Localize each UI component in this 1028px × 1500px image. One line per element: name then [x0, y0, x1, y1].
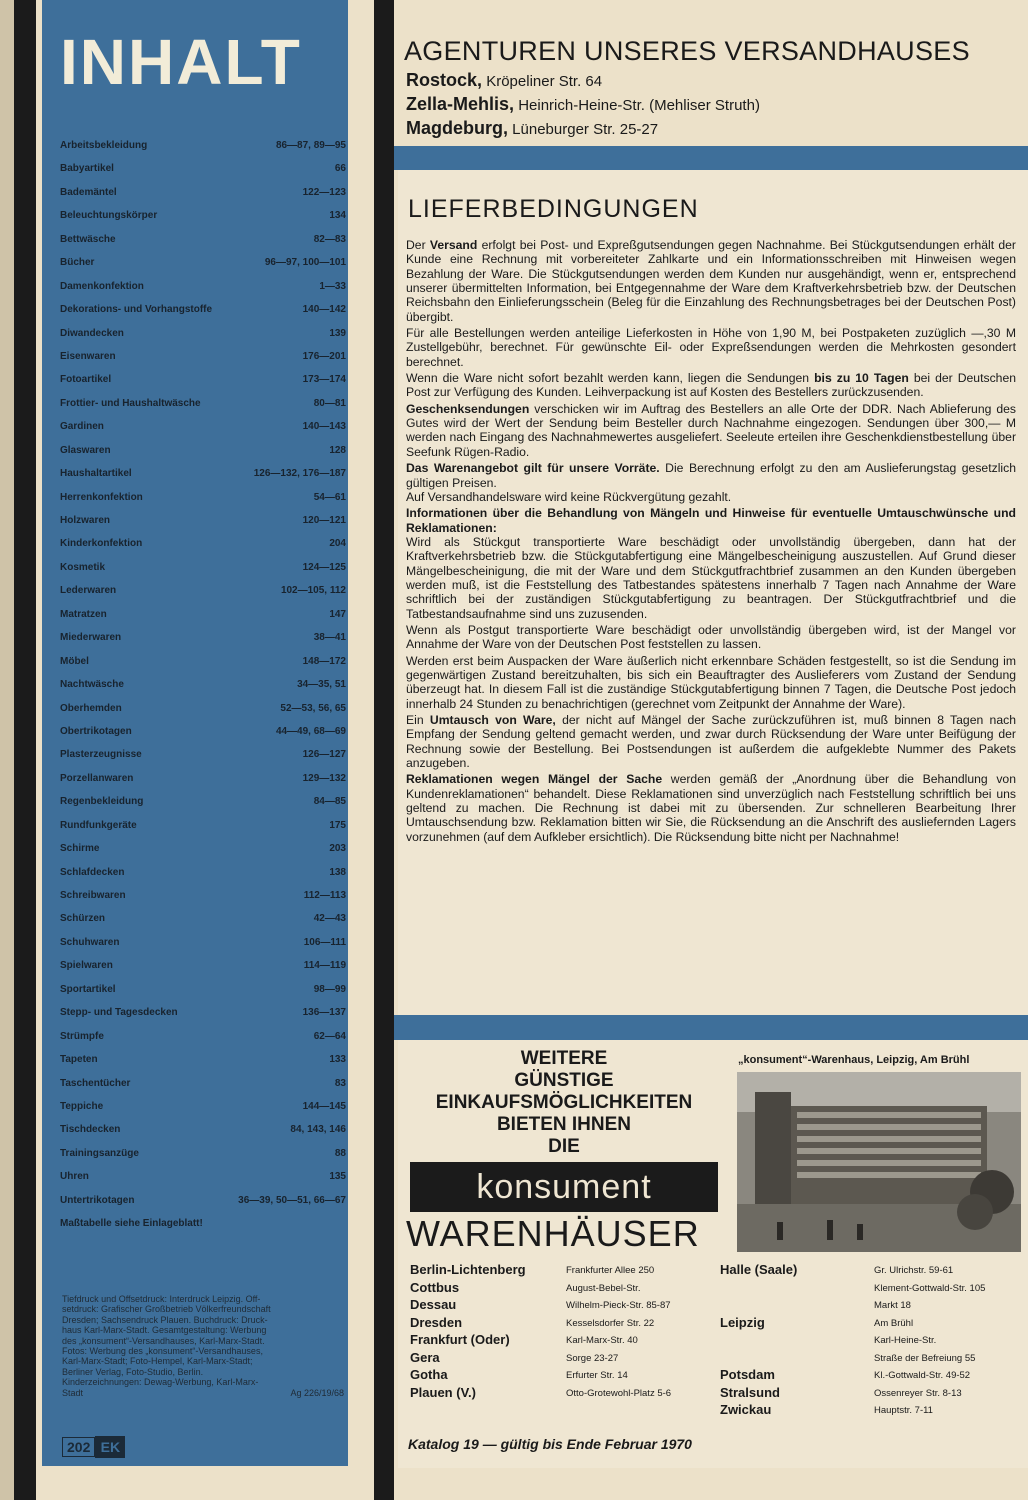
toc-row: [60, 513, 346, 536]
toc-row: [60, 958, 346, 981]
toc-row: [60, 396, 346, 419]
agency-address: Kröpeliner Str. 64: [486, 73, 603, 90]
toc-row: [60, 677, 346, 700]
toc-title: Stepp- und Tagesdecken: [60, 1007, 178, 1019]
imprint-line: haus Karl-Marx-Stadt. Gesamtgestaltung: Werbung: [62, 1325, 267, 1336]
toc-pages: 120—121: [302, 515, 346, 526]
toc-pages: 138: [329, 866, 346, 878]
store-address: Erfurter Str. 14: [566, 1370, 628, 1381]
toc-pages: 86—87, 89—95: [275, 140, 346, 151]
page-number: 202: [62, 1437, 95, 1457]
black-bar-left: [14, 0, 36, 1500]
photo-caption: „konsument“-Warenhaus, Leipzig, Am Brühl: [738, 1054, 970, 1066]
blue-stripe-middle: [394, 1015, 1028, 1040]
imprint-last-line: [62, 1388, 344, 1398]
toc-title: Sportartikel: [60, 983, 116, 995]
store-address: Am Brühl: [874, 1317, 914, 1329]
store-address: Straße der Befreiung 55: [874, 1352, 976, 1364]
toc-row: [60, 607, 346, 630]
konsument-logo: konsument: [410, 1162, 718, 1212]
toc-row: [60, 326, 346, 349]
store-city: Frankfurt (Oder): [410, 1332, 510, 1347]
advert-headline-line: EINKAUFSMÖGLICHKEITEN: [435, 1092, 693, 1113]
store-city: Halle (Saale): [720, 1262, 798, 1277]
toc-title: Glaswaren: [60, 444, 111, 456]
toc-title: Kinderkonfektion: [60, 538, 143, 550]
advert-headline-line: BIETEN IHNEN: [496, 1114, 632, 1135]
toc-row: [60, 490, 346, 513]
store-city: Dresden: [410, 1314, 463, 1330]
toc-pages: 129—132: [302, 772, 346, 784]
toc-title: Trainingsanzüge: [60, 1147, 139, 1159]
toc-title: Schirme: [60, 843, 100, 855]
agency-line: [406, 70, 602, 91]
store-city: Gera: [410, 1349, 440, 1365]
imprint-line: des „konsument“-Versandhauses, Karl-Marx-Stadt.: [62, 1335, 265, 1346]
contents-list: [60, 138, 346, 1216]
imprint-last-left: Stadt: [62, 1387, 84, 1398]
paragraph-schaeden: Werden erst beim Auspacken der Ware äußerlich nicht erkennbare Schäden festgestellt, so ist die Sendung im gegenwärtigen Zustand bereitzuhalten, bis sich ein Beauftragter des Auslieferers vom Zustand der Sendung überzeugt hat. In diesem Fall ist die zuständige Stückgutabfertigung binnen 7 Tagen, die Deutsche Post jedoch innerhalb 24 Stunden zu benachrichtigen (gerechnet vom Zeitpunkt der Annahme der Ware).: [406, 653, 1016, 711]
toc-row: [60, 1099, 346, 1122]
toc-row: [60, 888, 346, 911]
toc-pages: 88: [334, 1147, 346, 1159]
toc-title: Taschentücher: [60, 1077, 131, 1089]
paragraph-geschenk: Geschenksendungen verschicken wir im Auftrag des Bestellers an alle Orte der DDR. Nach Ablieferung des Gutes wird der Wert der Sendung beim Besteller durch Nachnahme eingezogen. Sendungen über 300,— M werden nach Eingang des Nachnahmewertes ausgeliefert. Seeleute erteilen ihre Geschenkdienstbestellung über Seefunk Rügen-Radio.: [406, 401, 1016, 459]
toc-row: [60, 654, 346, 677]
agency-line: [406, 118, 658, 139]
store-city: Zwickau: [720, 1402, 772, 1417]
toc-row: [60, 1076, 346, 1099]
delivery-conditions-text: [406, 238, 1016, 846]
toc-pages: 144—145: [302, 1100, 346, 1112]
page-edge: [0, 0, 14, 1500]
toc-row: [60, 232, 346, 255]
size-table-note: Maßtabelle siehe Einlageblatt!: [60, 1218, 203, 1229]
toc-title: Damenkonfektion: [60, 280, 144, 292]
toc-row: [60, 724, 346, 747]
store-address: Otto-Grotewohl-Platz 5-6: [566, 1387, 672, 1399]
store-address: Sorge 23-27: [566, 1352, 619, 1364]
imprint-line: Kinderzeichnungen: Dewag-Werbung, Karl-Marx-: [62, 1377, 259, 1388]
toc-row: [60, 302, 346, 325]
contents-title: INHALT: [60, 26, 302, 98]
toc-row: [60, 701, 346, 724]
toc-row: [60, 630, 346, 653]
toc-row: [60, 911, 346, 934]
toc-pages: 176—201: [302, 350, 346, 362]
toc-title: Plasterzeugnisse: [60, 749, 142, 761]
toc-row: [60, 818, 346, 841]
imprint-line: Tiefdruck und Offsetdruck: Interdruck Leipzig. Off-: [62, 1294, 261, 1304]
toc-title: Herrenkonfektion: [60, 491, 143, 503]
toc-title: Strümpfe: [60, 1030, 104, 1042]
toc-pages: 148—172: [302, 655, 346, 667]
imprint: [62, 1294, 344, 1398]
delivery-conditions-title: LIEFERBEDINGUNGEN: [408, 195, 699, 223]
paragraph-maengel: Informationen über die Behandlung von Mängeln und Hinweise für eventuelle Umtauschwünsche und Reklamationen: Wird als Stückgut transportierte Ware beschädigt oder unvollständig übergeben, dann hat der Kraftverkehrsbetrieb bzw. die Stückgutabfertigung eine Mängelbescheinigung auszustellen. Auf Grund dieser Mängelbescheinigung, die mit der Ware und dem Stückgutfrachtbrief zusammen an den Kunden übergeben werden muß, ist die Feststellung des Tatbestandes spätestens innerhalb 7 Tagen nach Annahme der Ware schriftlich bei der zuständigen Stückgutabfertigung zu beantragen. Der Stückgutfrachtbrief und die Tatbestandsaufnahme sind uns zuzusenden.: [406, 506, 1016, 621]
agency-city: Rostock,: [406, 70, 483, 90]
paragraph-warenangebot: Das Warenangebot gilt für unsere Vorräte. Die Berechnung erfolgt zu den am Auslieferungstag gesetzlich gültigen Preisen. Auf Versandhandelsware wird keine Rückvergütung gezahlt.: [406, 461, 1016, 504]
store-city: Plauen (V.): [410, 1384, 476, 1400]
store-city: Cottbus: [410, 1279, 460, 1295]
toc-pages: 114—119: [303, 960, 346, 972]
toc-row: [60, 583, 346, 606]
agency-city: Magdeburg,: [406, 118, 508, 138]
warenhaeuser-title: WARENHÄUSER: [406, 1213, 700, 1254]
toc-title: Babyartikel: [60, 163, 114, 175]
toc-pages: 42—43: [313, 913, 346, 925]
store-address: Karl-Marx-Str. 40: [566, 1335, 638, 1346]
toc-pages: 38—41: [313, 632, 346, 644]
toc-title: Dekorations- und Vorhangstoffe: [60, 304, 213, 316]
toc-row: [60, 865, 346, 888]
store-address: Frankfurter Allee 250: [566, 1265, 655, 1276]
toc-title: Uhren: [60, 1171, 89, 1183]
toc-pages: 140—143: [302, 421, 346, 433]
imprint-code: Ag 226/19/68: [290, 1387, 344, 1398]
toc-row: [60, 841, 346, 864]
toc-row: [60, 1005, 346, 1028]
paragraph-frist: Wenn die Ware nicht sofort bezahlt werden kann, liegen die Sendungen bis zu 10 Tagen bei der Deutschen Post zur Verfügung des Kunden. Leihverpackung ist auf Kosten des Bestellers zurückzusenden.: [406, 371, 1016, 400]
toc-title: Bademäntel: [60, 186, 117, 198]
store-address: Wilhelm-Pieck-Str. 85-87: [566, 1300, 671, 1311]
toc-pages: 122—123: [302, 186, 346, 198]
store-city: Stralsund: [720, 1384, 780, 1400]
toc-title: Möbel: [60, 655, 89, 667]
advert-headline-line: GÜNSTIGE: [514, 1070, 614, 1091]
toc-pages: 135: [329, 1171, 346, 1183]
toc-pages: 204: [329, 538, 346, 550]
toc-title: Miederwaren: [60, 632, 122, 644]
toc-title: Porzellanwaren: [60, 772, 134, 784]
advert-headline-line: WEITERE: [520, 1048, 608, 1069]
toc-pages: 126—127: [302, 749, 346, 761]
toc-title: Holzwaren: [60, 515, 111, 526]
toc-row: [60, 935, 346, 958]
paragraph-umtausch: Ein Umtausch von Ware, der nicht auf Mängel der Sache zurückzuführen ist, muß binnen 8 Tagen nach Empfang der Sendung geltend gemacht werden, und zwar durch Rücksendung der Ware unter Beifügung der Rechnung sowie der Bestellung. Bei Postsendungen ist außerdem die aufgeklebte Nummer des Pakets anzugeben.: [406, 713, 1016, 771]
toc-title: Diwandecken: [60, 327, 124, 339]
toc-title: Kosmetik: [60, 561, 106, 573]
toc-row: [60, 208, 346, 231]
toc-pages: 175: [329, 819, 346, 831]
toc-title: Schlafdecken: [60, 866, 125, 878]
toc-pages: 147: [329, 608, 346, 620]
toc-row: [60, 1146, 346, 1169]
store-address: Kl.-Gottwald-Str. 49-52: [874, 1370, 971, 1381]
store-city: Gotha: [410, 1367, 448, 1382]
toc-row: [60, 185, 346, 208]
toc-pages: 106—111: [303, 936, 346, 948]
toc-pages: 34—35, 51: [297, 679, 346, 691]
toc-title: Tischdecken: [60, 1124, 121, 1136]
toc-title: Gardinen: [60, 421, 104, 433]
toc-row: [60, 794, 346, 817]
toc-title: Lederwaren: [60, 585, 117, 597]
toc-row: [60, 466, 346, 489]
page-number-block: [62, 1436, 125, 1458]
toc-pages: 52—53, 56, 65: [280, 702, 346, 714]
toc-title: Schürzen: [60, 913, 106, 925]
toc-pages: 98—99: [313, 983, 346, 995]
toc-row: [60, 279, 346, 302]
toc-title: Eisenwaren: [60, 350, 116, 362]
toc-title: Matratzen: [60, 608, 107, 620]
toc-title: Bücher: [60, 257, 95, 269]
store-city: Dessau: [410, 1297, 457, 1312]
toc-row: [60, 443, 346, 466]
toc-title: Regenbekleidung: [60, 796, 144, 808]
toc-title: Untertrikotagen: [60, 1194, 135, 1206]
advert-headline-line: DIE: [548, 1136, 580, 1157]
toc-title: Rundfunkgeräte: [60, 819, 137, 831]
toc-pages: 82—83: [313, 233, 346, 245]
toc-pages: 96—97, 100—101: [264, 257, 346, 269]
toc-pages: 84, 143, 146: [290, 1124, 346, 1136]
toc-title: Beleuchtungskörper: [60, 210, 158, 222]
agency-address: Heinrich-Heine-Str. (Mehliser Struth): [518, 97, 760, 114]
toc-pages: 66: [334, 163, 346, 175]
imprint-line: setdruck: Grafischer Großbetrieb Völkerfreundschaft: [62, 1304, 271, 1315]
department-store-photo: [737, 1072, 1021, 1252]
toc-row: [60, 372, 346, 395]
imprint-line: Dresden; Sachsendruck Plauen. Buchdruck: Druck-: [62, 1314, 268, 1325]
toc-pages: 173—174: [302, 374, 346, 386]
toc-title: Bettwäsche: [60, 233, 116, 245]
agencies-title: AGENTUREN UNSERES VERSANDHAUSES: [404, 36, 970, 66]
store-address: Karl-Heine-Str.: [874, 1335, 937, 1346]
black-bar-middle: [374, 0, 394, 1500]
toc-pages: 62—64: [313, 1030, 346, 1042]
toc-pages: 133: [329, 1054, 346, 1066]
toc-title: Tapeten: [60, 1054, 98, 1066]
advert-headline: [406, 1048, 722, 1158]
toc-pages: 83: [334, 1077, 346, 1089]
toc-row: [60, 1029, 346, 1052]
toc-pages: 126—132, 176—187: [253, 468, 346, 480]
store-address: August-Bebel-Str.: [566, 1282, 641, 1294]
toc-title: Obertrikotagen: [60, 725, 132, 737]
toc-title: Schuhwaren: [60, 936, 120, 948]
store-address: Hauptstr. 7-11: [874, 1405, 933, 1416]
toc-row: [60, 747, 346, 770]
toc-pages: 134: [329, 210, 346, 222]
toc-title: Nachtwäsche: [60, 679, 124, 691]
store-address: Gr. Ulrichstr. 59-61: [874, 1265, 954, 1276]
toc-row: [60, 419, 346, 442]
store-city: Berlin-Lichtenberg: [410, 1262, 526, 1277]
toc-title: Arbeitsbekleidung: [60, 140, 148, 151]
toc-row: [60, 138, 346, 161]
toc-row: [60, 771, 346, 794]
toc-pages: 140—142: [302, 304, 346, 316]
toc-pages: 203: [329, 843, 346, 855]
toc-title: Haushaltartikel: [60, 468, 132, 480]
toc-row: [60, 349, 346, 372]
toc-row: [60, 536, 346, 559]
agency-line: [406, 94, 760, 115]
toc-pages: 112—113: [303, 890, 346, 901]
imprint-line: Fotos: Werbung des „konsument“-Versandhauses,: [62, 1346, 263, 1357]
store-address: Ossenreyer Str. 8-13: [874, 1387, 962, 1399]
toc-title: Oberhemden: [60, 702, 122, 714]
toc-row: [60, 1122, 346, 1145]
paragraph-reklamation: Reklamationen wegen Mängel der Sache werden gemäß der „Anordnung über die Behandlung von Kundenreklamationen“ behandelt. Diese Reklamationen sind unverzüglich nach Feststellung schriftlich bei uns geltend zu machen. Die Rechnung ist dabei mit zu übersenden. Zur schnelleren Bearbeitung Ihrer Umtauschsendung bzw. Reklamation bitten wir Sie, die Rücksendung an die Anschrift des ausliefernden Lagers vorzunehmen (auf dem Aufkleber ersichtlich). Die Rücksendung bitte nicht per Nachnahme!: [406, 772, 1016, 844]
toc-pages: 80—81: [313, 397, 346, 409]
toc-pages: 44—49, 68—69: [275, 725, 346, 737]
toc-title: Schreibwaren: [60, 890, 126, 901]
toc-pages: 1—33: [319, 280, 346, 292]
paragraph-versand: Der Versand erfolgt bei Post- und Expreßgutsendungen gegen Nachnahme. Bei Stückgutsendungen erhält der Kunde eine Rechnung mit vorbereiteter Zahlkarte und ein Informationsschreiben mit Hinweisen wegen Bezahlung der Ware. Die Stückgutsendungen werden dem Kunden nur ausgehändigt, wenn er, entsprechend unserer übermittelten Information, bei Entgegennahme der Ware dem Kraftverkehrsbetrieb bzw. der Deutschen Reichsbahn den Einlieferungsschein (Beleg für die Einzahlung des Rechnungsbetrages bei der Deutschen Post) übergibt.: [406, 238, 1016, 324]
toc-row: [60, 255, 346, 278]
toc-title: Spielwaren: [60, 960, 113, 972]
toc-title: Teppiche: [60, 1100, 104, 1112]
toc-row: [60, 161, 346, 184]
paragraph-postgut: Wenn als Postgut transportierte Ware beschädigt oder unvollständig übergeben wird, ist der Mangel vor Annahme der Ware von der Deutschen Post feststellen zu lassen.: [406, 622, 1016, 652]
toc-row: [60, 560, 346, 583]
toc-pages: 139: [329, 327, 346, 339]
toc-title: Fotoartikel: [60, 374, 112, 386]
blue-stripe-top: [394, 146, 1028, 170]
store-city: Potsdam: [720, 1367, 775, 1382]
agency-city: Zella-Mehlis,: [406, 94, 515, 114]
catalog-validity: Katalog 19 — gültig bis Ende Februar 1970: [408, 1436, 692, 1452]
paragraph-lieferkosten: Für alle Bestellungen werden anteilige Lieferkosten in Höhe von 1,90 M, bei Postpaketen zuzüglich —,30 M Zustellgebühr, berechnet. Für gewünschte Eil- oder Expreßsendungen werden die Mehrkosten gesondert berechnet.: [406, 326, 1016, 369]
toc-pages: 36—39, 50—51, 66—67: [238, 1194, 346, 1206]
toc-pages: 84—85: [313, 796, 346, 808]
toc-pages: 102—105, 112: [280, 585, 346, 597]
ek-logo: EK: [95, 1436, 125, 1458]
store-address: Markt 18: [874, 1300, 911, 1311]
toc-row: [60, 1169, 346, 1192]
toc-title: Frottier- und Haushaltwäsche: [60, 397, 201, 409]
toc-pages: 136—137: [302, 1007, 346, 1019]
toc-pages: 54—61: [313, 491, 346, 503]
toc-pages: 124—125: [302, 561, 346, 573]
store-city: Leipzig: [720, 1314, 765, 1330]
toc-row: [60, 1052, 346, 1075]
toc-row: [60, 982, 346, 1005]
toc-pages: 128: [329, 444, 346, 456]
store-address: Kesselsdorfer Str. 22: [566, 1317, 655, 1329]
store-address: Klement-Gottwald-Str. 105: [874, 1282, 986, 1294]
toc-row: [60, 1193, 346, 1216]
imprint-line: Karl-Marx-Stadt; Foto-Hempel, Karl-Marx-Stadt;: [62, 1356, 253, 1367]
agency-address: Lüneburger Str. 25-27: [512, 121, 659, 138]
imprint-line: Berliner Verlag, Foto-Studio, Berlin.: [62, 1366, 204, 1377]
